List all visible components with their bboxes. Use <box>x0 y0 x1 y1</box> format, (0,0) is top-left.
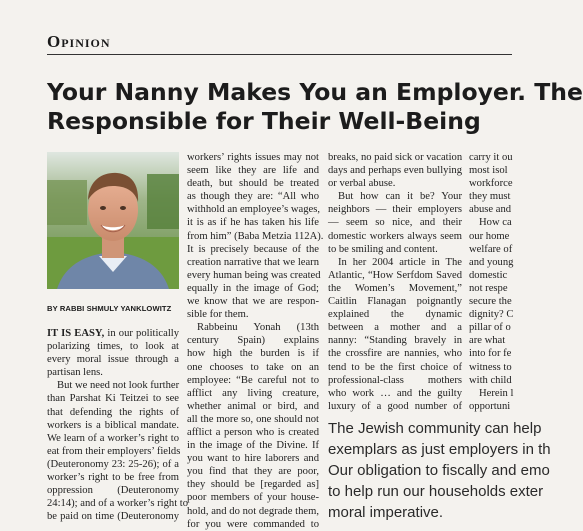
headline <box>47 78 583 136</box>
text-line: whether animal or bird, and <box>187 400 319 412</box>
text-line: the Women’s Movement,” <box>328 282 462 294</box>
text-line: for you were commanded to <box>187 518 319 530</box>
text-line: witness to <box>469 361 512 373</box>
pull-quote-line: exemplars as just employers in th <box>328 441 551 458</box>
text-line: they must <box>469 191 511 203</box>
text-line: are what <box>469 335 506 347</box>
text-line: oppression (Deuteronomy <box>47 485 179 497</box>
text-line: hold, and do not degrade them, <box>187 505 319 517</box>
author-portrait-image <box>47 152 179 289</box>
text-line: death, but should be treated <box>187 178 319 190</box>
text-line: how high the burden is if <box>187 348 319 360</box>
text-line: pillar of o <box>469 322 511 334</box>
text-line: abuse and <box>469 204 512 216</box>
text-line: — seem so nice, and their <box>328 217 462 229</box>
text-line: eat from their employers’ fields <box>47 445 181 457</box>
text-line: domestic <box>469 269 508 281</box>
text-line: or verbal abuse. <box>328 178 396 190</box>
text-line: into for fe <box>469 348 512 360</box>
pull-quote-line: to help run our households exter <box>328 483 544 500</box>
article-column-1 <box>47 327 189 523</box>
text-line: professional-class mothers <box>328 374 462 386</box>
text-line: nanny: “Standing bravely in <box>328 335 462 347</box>
text-line: opportuni <box>469 400 511 412</box>
text-line: partisan lens. <box>47 367 103 379</box>
text-line: secure the <box>469 296 512 308</box>
text-line: we know that we are respon- <box>187 296 319 308</box>
pull-quote <box>328 418 551 523</box>
text-line: to be smiling and content. <box>328 243 438 255</box>
text-line: as though they are: “All who <box>187 191 319 203</box>
text-line: all the more so, one should not <box>187 413 319 425</box>
text-line: workforce <box>469 178 513 190</box>
text-line: in the image of the Divine. If <box>187 440 319 452</box>
text-line: every moral issue through a <box>47 354 179 366</box>
text-line: every human being was created <box>187 269 321 281</box>
text-line: you want to hire laborers and <box>187 453 319 465</box>
text-line: We learn of a worker’s right to <box>47 432 179 444</box>
headline-line-2: Responsible for Their Well-Being <box>47 107 481 135</box>
text-line: Herein l <box>479 387 514 399</box>
text-line: In her 2004 article in The <box>338 256 462 268</box>
text-line: welfare of <box>469 243 513 255</box>
text-line: poor members of your house- <box>187 492 319 504</box>
text-line: not respe <box>469 282 508 294</box>
text-line: between a mother and a <box>328 322 462 334</box>
text-line: neighbors — their employers <box>328 204 462 216</box>
text-line: carry it ou <box>469 152 513 163</box>
text-line: But we need not look further <box>57 380 180 392</box>
author-photo <box>47 152 179 289</box>
text-line: you find that they are poor, <box>187 466 319 478</box>
text-line: most isol <box>469 165 508 177</box>
text-line: polarizing times, to look at <box>47 341 179 353</box>
headline-line-1: Your Nanny Makes You an Employer. The <box>47 78 583 106</box>
text-line: afflict any living creature, <box>187 387 319 399</box>
article-column-4 <box>469 151 539 413</box>
text-line: dignity? C <box>469 309 514 321</box>
text-line: that defending the rights of <box>47 406 179 418</box>
text-line: 24:14); and of a worker’s right to <box>47 498 189 510</box>
section-rule <box>47 54 512 55</box>
pull-quote-line: Our obligation to fiscally and emo <box>328 462 550 479</box>
text-line: one chooses to take on an <box>187 361 319 373</box>
text-line: withhold an employee’s wages, <box>187 204 320 216</box>
text-line: It is precisely because of the <box>187 243 319 255</box>
text-line: equally in the image of God; <box>187 282 319 294</box>
pull-quote-line: The Jewish community can help <box>328 420 542 437</box>
column-1-first-line: IT IS EASY, in our politically <box>47 328 180 339</box>
text-line: workers’ rights issues may not <box>187 152 319 163</box>
text-line: Atlantic, “How Serfdom Saved <box>328 269 462 281</box>
text-line: creation narrative that we learn <box>187 256 319 268</box>
text-line: it is as if he has taken his life <box>187 217 319 229</box>
text-line: luxury of a good number of <box>328 400 462 412</box>
text-line: who work … and the guilty <box>328 387 462 399</box>
byline: BY RABBI SHMULY YANKLOWITZ <box>47 304 172 313</box>
text-line: days and perhaps even bullying <box>328 165 462 177</box>
text-line: tend to be the first choice of <box>328 361 462 373</box>
text-line: domestic workers always seem <box>328 230 462 242</box>
text-line: employee: “Be careful not to <box>187 374 319 386</box>
article-column-2 <box>187 151 324 531</box>
article-column-3 <box>328 151 462 413</box>
text-line: seem like they are life and <box>187 165 319 177</box>
text-line: But how can it be? Your <box>338 191 462 203</box>
text-line: with child <box>469 374 512 386</box>
text-line: explained the dynamic <box>328 309 462 321</box>
text-line: the crossfire are nannies, who <box>328 348 462 360</box>
text-line: breaks, no paid sick or vacation <box>328 152 463 163</box>
text-line: How ca <box>479 217 512 229</box>
text-line: from him” (Baba Metzia 112A). <box>187 230 324 242</box>
text-line: and young <box>469 256 514 268</box>
text-line: workers is a biblical mandate. <box>47 419 179 431</box>
text-line: be paid on time (Deuteronomy <box>47 511 179 523</box>
text-line: Rabbeinu Yonah (13th <box>197 322 319 334</box>
section-label: Opinion <box>47 32 111 51</box>
lead-in: IT IS EASY, <box>47 328 105 339</box>
pull-quote-line: moral imperative. <box>328 504 444 521</box>
text-line: they should be [regarded as] <box>187 479 319 491</box>
text-line: century Spain) explains <box>187 335 319 347</box>
text-line: (Deuteronomy 23: 25-26); of a <box>47 458 179 470</box>
text-line: our home <box>469 230 510 242</box>
text-line: worker’s right to be free from <box>47 472 179 484</box>
text-line: afflict a person who is created <box>187 426 319 438</box>
text-line: than Parshat Ki Teitzei to see <box>47 393 179 405</box>
text-line: Caitlin Flanagan poignantly <box>328 296 462 308</box>
text-line: sible for them. <box>187 309 249 321</box>
